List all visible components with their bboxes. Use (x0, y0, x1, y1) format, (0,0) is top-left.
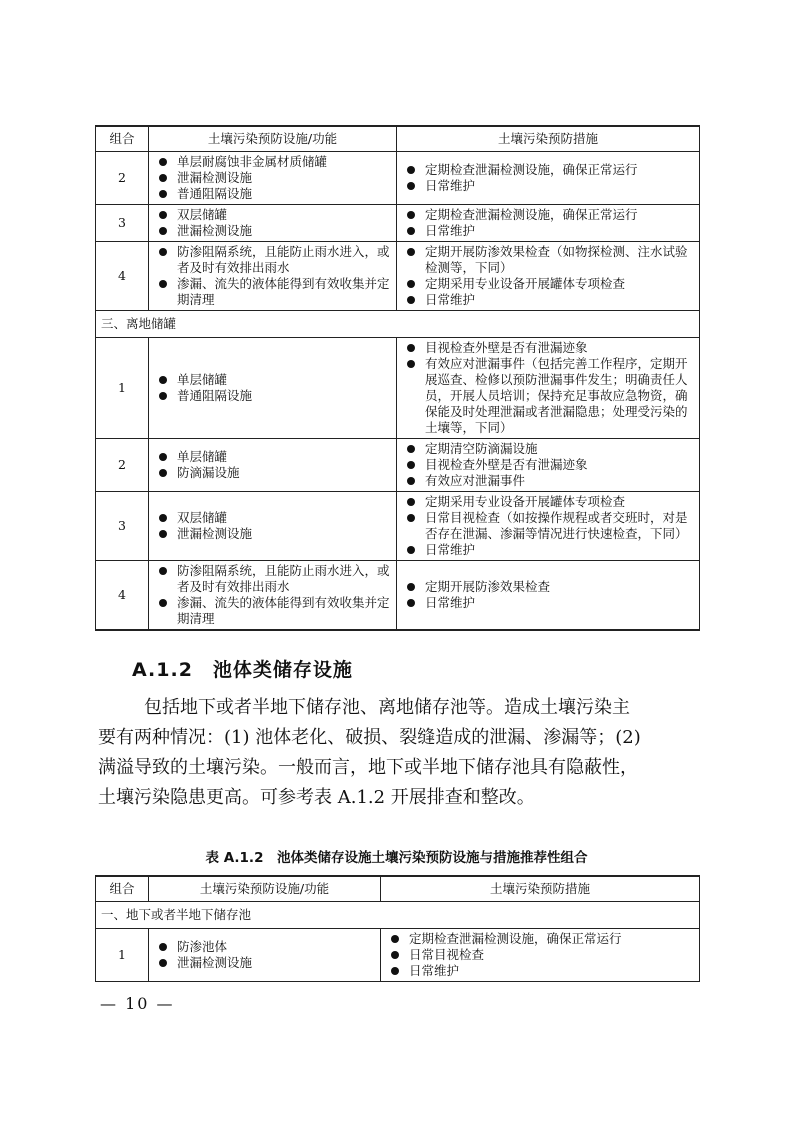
table-header-row (96, 126, 700, 152)
table-row (96, 205, 700, 242)
page-number: — 10 — (100, 994, 175, 1013)
measures-cell (397, 439, 700, 492)
table-row (96, 242, 700, 311)
bullet-item: 双层储罐 (154, 510, 391, 526)
header-cell: 组合 (96, 126, 149, 152)
bullet-item: 定期检查泄漏检测设施，确保正常运行 (402, 207, 694, 223)
combination-number: 4 (96, 242, 149, 311)
table-row (96, 929, 700, 982)
bullet-item: 定期开展防渗效果检查（如物探检测、注水试验检测等，下同） (402, 244, 694, 276)
storage-tank-measures-table (95, 125, 700, 631)
bullet-item: 日常目视检查（如按操作规程或者交班时，对是否存在泄漏、渗漏等情况进行快速检查，下同） (402, 510, 694, 542)
bullet-item: 有效应对泄漏事件 (402, 473, 694, 489)
facilities-cell (149, 561, 397, 631)
paragraph-line: 满溢导致的土壤污染。一般而言，地下或半地下储存池具有隐蔽性， (98, 757, 638, 778)
table-row (96, 561, 700, 631)
bullet-item: 单层储罐 (154, 372, 391, 388)
bullet-item: 双层储罐 (154, 207, 391, 223)
bullet-item: 日常维护 (402, 595, 694, 611)
pool-storage-measures-table (95, 875, 700, 982)
bullet-item: 泄漏检测设施 (154, 526, 391, 542)
bullet-list (402, 207, 694, 239)
facilities-cell (149, 439, 397, 492)
bullet-list (402, 340, 694, 436)
bullet-item: 渗漏、流失的液体能得到有效收集并定期清理 (154, 595, 391, 627)
bullet-item: 日常维护 (386, 963, 694, 979)
bullet-item: 单层耐腐蚀非金属材质储罐 (154, 154, 391, 170)
table-row (96, 492, 700, 561)
combination-number: 1 (96, 929, 149, 982)
table-caption: 表 A.1.2 池体类储存设施土壤污染预防设施与措施推荐性组合 (205, 850, 588, 866)
measures-cell (397, 338, 700, 439)
bullet-item: 泄漏检测设施 (154, 955, 375, 971)
bullet-item: 定期检查泄漏检测设施，确保正常运行 (402, 162, 694, 178)
bullet-item: 日常维护 (402, 223, 694, 239)
header-cell: 土壤污染预防设施/功能 (149, 876, 381, 902)
section-row (96, 311, 700, 338)
paragraph-line: 包括地下或者半地下储存池、离地储存池等。造成土壤污染主 (144, 697, 630, 718)
table-row (96, 338, 700, 439)
measures-cell (397, 492, 700, 561)
bullet-item: 目视检查外壁是否有泄漏迹象 (402, 457, 694, 473)
bullet-item: 泄漏检测设施 (154, 170, 391, 186)
paragraph-line: 土壤污染隐患更高。可参考表 A.1.2 开展排查和整改。 (98, 787, 535, 808)
bullet-item: 日常维护 (402, 292, 694, 308)
combination-number: 1 (96, 338, 149, 439)
combination-number: 2 (96, 152, 149, 205)
bullet-item: 有效应对泄漏事件（包括完善工作程序，定期开展巡查、检修以预防泄漏事件发生；明确责任人员，开展人员培训；保持充足事故应急物资，确保能及时处理泄漏或者泄漏隐患；处理受污染的土壤等，下同） (402, 356, 694, 436)
combination-number: 2 (96, 439, 149, 492)
header-cell: 土壤污染预防设施/功能 (149, 126, 397, 152)
bullet-item: 定期采用专业设备开展罐体专项检查 (402, 494, 694, 510)
combination-number: 3 (96, 205, 149, 242)
bullet-list (154, 207, 391, 239)
bullet-list (154, 449, 391, 481)
bullet-item: 防渗阻隔系统，且能防止雨水进入，或者及时有效排出雨水 (154, 244, 391, 276)
bullet-list (154, 244, 391, 308)
bullet-item: 定期清空防滴漏设施 (402, 441, 694, 457)
bullet-list (154, 563, 391, 627)
bullet-item: 单层储罐 (154, 449, 391, 465)
facilities-cell (149, 492, 397, 561)
bullet-item: 普通阻隔设施 (154, 388, 391, 404)
bullet-list (402, 244, 694, 308)
bullet-list (402, 441, 694, 489)
bullet-item: 渗漏、流失的液体能得到有效收集并定期清理 (154, 276, 391, 308)
measures-cell (397, 242, 700, 311)
bullet-item: 日常维护 (402, 178, 694, 194)
measures-cell (381, 929, 700, 982)
bullet-item: 防滴漏设施 (154, 465, 391, 481)
bullet-item: 定期开展防渗效果检查 (402, 579, 694, 595)
section-paragraph (98, 693, 698, 813)
header-cell: 组合 (96, 876, 149, 902)
header-cell: 土壤污染预防措施 (397, 126, 700, 152)
bullet-list (154, 372, 391, 404)
bullet-item: 防渗池体 (154, 939, 375, 955)
bullet-item: 定期采用专业设备开展罐体专项检查 (402, 276, 694, 292)
measures-cell (397, 561, 700, 631)
facilities-cell (149, 338, 397, 439)
bullet-list (402, 579, 694, 611)
bullet-item: 防渗阻隔系统，且能防止雨水进入，或者及时有效排出雨水 (154, 563, 391, 595)
section-label: 三、离地储罐 (96, 311, 700, 338)
bullet-item: 日常目视检查 (386, 947, 694, 963)
section-label: 一、地下或者半地下储存池 (96, 902, 700, 929)
facilities-cell (149, 929, 381, 982)
facilities-cell (149, 205, 397, 242)
table-row (96, 152, 700, 205)
header-cell: 土壤污染预防措施 (381, 876, 700, 902)
table-header-row (96, 876, 700, 902)
paragraph-line: 要有两种情况：(1) 池体老化、破损、裂缝造成的泄漏、渗漏等；(2) (98, 727, 641, 748)
bullet-item: 日常维护 (402, 542, 694, 558)
section-heading: A.1.2 池体类储存设施 (132, 659, 353, 681)
facilities-cell (149, 152, 397, 205)
bullet-list (154, 510, 391, 542)
combination-number: 4 (96, 561, 149, 631)
bullet-item: 普通阻隔设施 (154, 186, 391, 202)
bullet-list (402, 162, 694, 194)
bullet-list (402, 494, 694, 558)
bullet-list (154, 939, 375, 971)
facilities-cell (149, 242, 397, 311)
bullet-item: 目视检查外壁是否有泄漏迹象 (402, 340, 694, 356)
section-row (96, 902, 700, 929)
bullet-item: 泄漏检测设施 (154, 223, 391, 239)
bullet-item: 定期检查泄漏检测设施，确保正常运行 (386, 931, 694, 947)
measures-cell (397, 152, 700, 205)
bullet-list (154, 154, 391, 202)
bullet-list (386, 931, 694, 979)
table-row (96, 439, 700, 492)
combination-number: 3 (96, 492, 149, 561)
measures-cell (397, 205, 700, 242)
